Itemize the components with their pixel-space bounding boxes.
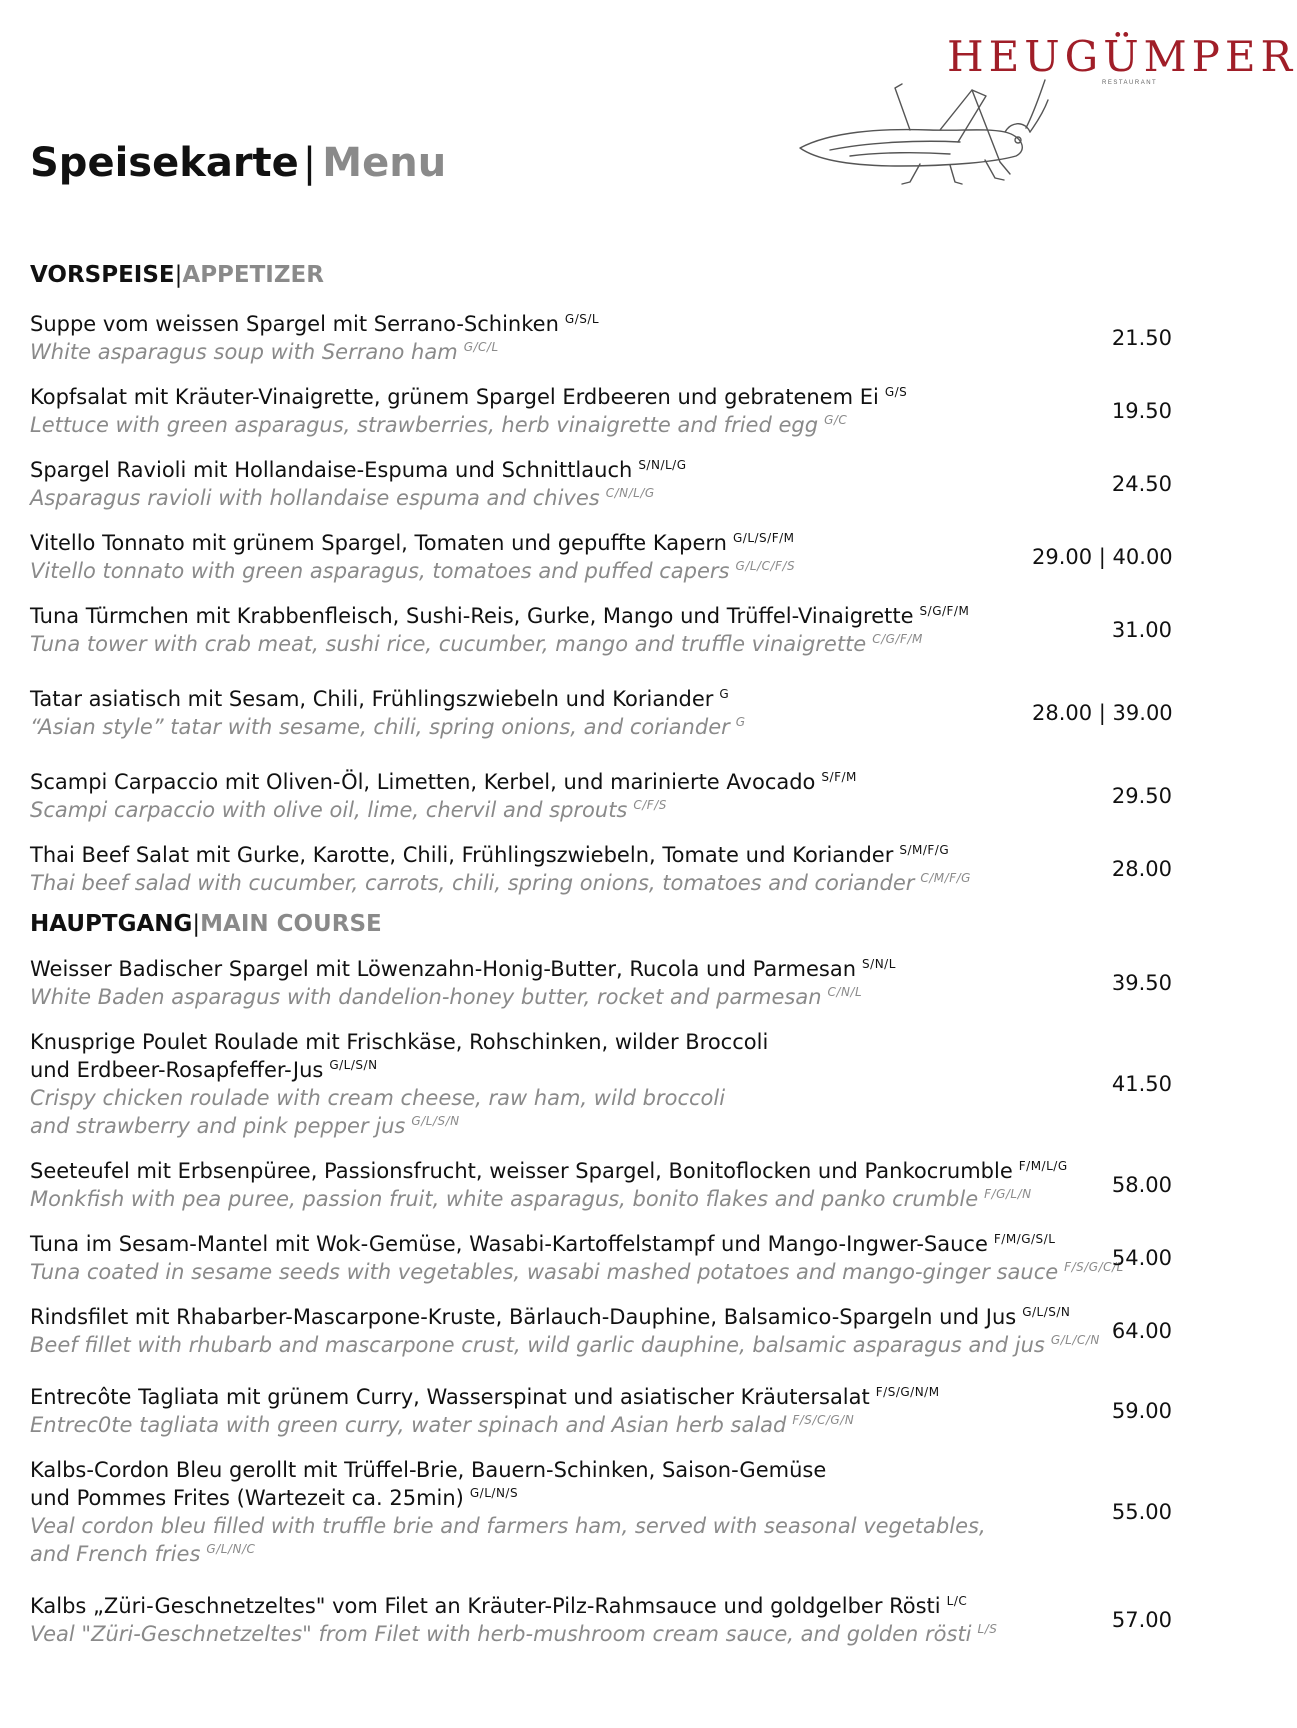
item-name-de: Kalbs-Cordon Bleu gerollt mit Trüffel-Brie, Bauern-Schinken, Saison-Gemüse: [30, 1458, 827, 1482]
menu-item: [30, 685, 1172, 741]
allergen-tags: G/L/S/N: [411, 1114, 460, 1128]
allergen-tags: L/C: [946, 1594, 968, 1608]
allergen-tags: G/S/L: [564, 312, 600, 326]
item-name-en: “Asian style” tatar with sesame, chili, spring onions, and coriander $^G$: [30, 715, 746, 739]
item-name-de: Kalbs „Züri-Geschnetzeltes" vom Filet an Kräuter-Pilz-Rahmsauce und goldgelber Rösti $^{L/C}$: [30, 1594, 968, 1618]
item-name-de: Tuna Türmchen mit Krabbenfleisch, Sushi-Reis, Gurke, Mango und Trüffel-Vinaigrette $^{S/G/F/M}$: [30, 604, 970, 628]
menu-item: [30, 310, 1172, 366]
menu-item: [30, 456, 1172, 512]
item-name-de: Kopfsalat mit Kräuter-Vinaigrette, grünem Spargel Erdbeeren und gebratenem Ei $^{G/S}$: [30, 385, 908, 409]
item-name-en: Monkfish with pea puree, passion fruit, white asparagus, bonito flakes and panko crumble $^{F/G/L/N}$: [30, 1187, 1032, 1211]
menu-item: [30, 1383, 1172, 1439]
item-name-de: Spargel Ravioli mit Hollandaise-Espuma und Schnittlauch $^{S/N/L/G}$: [30, 458, 687, 482]
menu-item: [30, 768, 1172, 824]
menu-item: [30, 1303, 1172, 1359]
item-name-en: Vitello tonnato with green asparagus, tomatoes and puffed capers $^{G/L/C/F/S}$: [30, 559, 796, 583]
allergen-tags: G/L/N/S: [469, 1486, 519, 1500]
item-price: 39.50: [1111, 971, 1172, 995]
item-name-en: Tuna tower with crab meat, sushi rice, cucumber, mango and truffle vinaigrette $^{C/G/F/M}$: [30, 632, 923, 656]
item-name-de-continued: und Pommes Frites (Wartezeit ca. 25min) $^{G/L/N/S}$: [30, 1486, 519, 1510]
item-price: 55.00: [1111, 1500, 1172, 1524]
allergen-tags: S/G/F/M: [919, 604, 970, 618]
item-price: 19.50: [1111, 399, 1172, 423]
item-price: 24.50: [1111, 472, 1172, 496]
logo-subtitle: RESTAURANT: [1102, 80, 1158, 86]
item-price: 59.00: [1111, 1399, 1172, 1423]
allergen-tags: G/L/S/N: [329, 1058, 378, 1072]
item-price: 58.00: [1111, 1173, 1172, 1197]
allergen-tags: G: [735, 715, 746, 729]
item-name-en: Scampi carpaccio with olive oil, lime, chervil and sprouts $^{C/F/S}$: [30, 798, 667, 822]
allergen-tags: G/L/C/N: [1050, 1333, 1100, 1347]
item-name-de: Thai Beef Salat mit Gurke, Karotte, Chili, Frühlingszwiebeln, Tomate und Koriander $^{S/M/F/G}$: [30, 843, 950, 867]
item-name-en-continued: and French fries $^{G/L/N/C}$: [30, 1542, 256, 1566]
item-price: 29.50: [1111, 784, 1172, 808]
logo-wordmark: HEUGÜMPER: [947, 32, 1297, 81]
item-name-en: Beef fillet with rhubarb and mascarpone crust, wild garlic dauphine, balsamic asparagus and jus $^{G/L/C/N}$: [30, 1333, 1100, 1357]
menu-list: [30, 258, 1172, 1648]
item-name-en: Veal cordon bleu filled with truffle brie and farmers ham, served with seasonal vegetables,: [30, 1514, 986, 1538]
page-title-de: Speisekarte: [30, 140, 299, 186]
item-name-en: Entrec0te tagliata with green curry, water spinach and Asian herb salad $^{F/S/C/G/N}$: [30, 1413, 855, 1437]
item-name-en: Crispy chicken roulade with cream cheese, raw ham, wild broccoli: [30, 1086, 726, 1110]
item-price: 28.00: [1111, 857, 1172, 881]
item-price: 54.00: [1111, 1246, 1172, 1270]
section-title-separator: |: [192, 911, 201, 937]
section-title-en: APPETIZER: [182, 262, 324, 288]
allergen-tags: F/S/G/N/M: [875, 1385, 940, 1399]
page-title-en: Menu: [322, 140, 447, 186]
allergen-tags: S/M/F/G: [899, 843, 950, 857]
menu-item: [30, 1456, 1172, 1568]
allergen-tags: C/F/S: [633, 798, 667, 812]
allergen-tags: C/N/L: [827, 985, 863, 999]
section-title-de: VORSPEISE: [30, 262, 175, 288]
allergen-tags: S/F/M: [821, 770, 857, 784]
item-name-de-continued: und Erdbeer-Rosapfeffer-Jus $^{G/L/S/N}$: [30, 1058, 378, 1082]
allergen-tags: G: [719, 687, 730, 701]
item-name-en: Tuna coated in sesame seeds with vegetables, wasabi mashed potatoes and mango-ginger sauce $^{F/S/G/C/L}$: [30, 1260, 1124, 1284]
item-name-de: Seeteufel mit Erbsenpüree, Passionsfrucht, weisser Spargel, Bonitoflocken und Pankocrumble $^{F/M/L/G}$: [30, 1159, 1068, 1183]
section-title-de: HAUPTGANG: [30, 911, 193, 937]
restaurant-logo: [790, 30, 1297, 190]
menu-item: [30, 1230, 1172, 1286]
section-title-en: MAIN COURSE: [200, 911, 382, 937]
page-title: [30, 140, 446, 186]
item-name-de: Knusprige Poulet Roulade mit Frischkäse, Rohschinken, wilder Broccoli: [30, 1030, 769, 1054]
item-name-de: Scampi Carpaccio mit Oliven-Öl, Limetten, Kerbel, und marinierte Avocado $^{S/F/M}$: [30, 770, 857, 794]
item-price: 28.00 | 39.00: [1032, 701, 1173, 725]
allergen-tags: G/L/N/C: [206, 1542, 256, 1556]
allergen-tags: G/L/S/F/M: [732, 531, 795, 545]
page-title-separator: |: [302, 140, 317, 186]
item-name-en-continued: and strawberry and pink pepper jus $^{G/L/S/N}$: [30, 1114, 460, 1138]
item-name-de: Tuna im Sesam-Mantel mit Wok-Gemüse, Wasabi-Kartoffelstampf und Mango-Ingwer-Sauce $^{F/M/G/S/L}$: [30, 1232, 1056, 1256]
menu-item: [30, 1592, 1172, 1648]
allergen-tags: F/M/L/G: [1018, 1159, 1068, 1173]
item-name-de: Rindsfilet mit Rhabarber-Mascarpone-Kruste, Bärlauch-Dauphine, Balsamico-Spargeln und Jus $^{G/L/S/N}$: [30, 1305, 1071, 1329]
allergen-tags: F/S/C/G/N: [792, 1413, 855, 1427]
item-name-de: Tatar asiatisch mit Sesam, Chili, Frühlingszwiebeln und Koriander $^G$: [30, 687, 730, 711]
section-title-appetizer: [30, 258, 1172, 292]
menu-item: [30, 955, 1172, 1011]
menu-item: [30, 383, 1172, 439]
allergen-tags: F/S/G/C/L: [1064, 1260, 1124, 1274]
item-name-en: Veal "Züri-Geschnetzeltes" from Filet with herb-mushroom cream sauce, and golden rösti $^{L/S}$: [30, 1622, 998, 1646]
item-name-en: Thai beef salad with cucumber, carrots, chili, spring onions, tomatoes and coriander $^{C/M/F/G}$: [30, 871, 971, 895]
allergen-tags: F/M/G/S/L: [993, 1232, 1056, 1246]
allergen-tags: C/G/F/M: [872, 632, 923, 646]
allergen-tags: G/L/S/N: [1022, 1305, 1071, 1319]
allergen-tags: G/S: [884, 385, 908, 399]
allergen-tags: G/C: [824, 413, 848, 427]
item-name-en: White asparagus soup with Serrano ham $^{G/C/L}$: [30, 340, 499, 364]
item-name-en: Asparagus ravioli with hollandaise espuma and chives $^{C/N/L/G}$: [30, 486, 655, 510]
menu-item: [30, 841, 1172, 897]
item-price: 21.50: [1111, 326, 1172, 350]
item-price: 31.00: [1111, 618, 1172, 642]
item-name-de: Vitello Tonnato mit grünem Spargel, Tomaten und gepuffte Kapern $^{G/L/S/F/M}$: [30, 531, 795, 555]
menu-item: [30, 1028, 1172, 1140]
item-name-en: White Baden asparagus with dandelion-honey butter, rocket and parmesan $^{C/N/L}$: [30, 985, 863, 1009]
item-price: 29.00 | 40.00: [1032, 545, 1173, 569]
menu-item: [30, 529, 1172, 585]
allergen-tags: F/G/L/N: [984, 1187, 1032, 1201]
item-name-de: Weisser Badischer Spargel mit Löwenzahn-Honig-Butter, Rucola und Parmesan $^{S/N/L}$: [30, 957, 896, 981]
allergen-tags: S/N/L/G: [638, 458, 687, 472]
allergen-tags: G/L/C/F/S: [735, 559, 796, 573]
item-name-de: Suppe vom weissen Spargel mit Serrano-Schinken $^{G/S/L}$: [30, 312, 600, 336]
section-title-separator: |: [174, 262, 183, 288]
section-title-main-course: [30, 907, 1172, 941]
allergen-tags: G/C/L: [463, 340, 499, 354]
allergen-tags: C/M/F/G: [920, 871, 971, 885]
menu-item: [30, 602, 1172, 658]
menu-item: [30, 1157, 1172, 1213]
allergen-tags: C/N/L/G: [605, 486, 655, 500]
allergen-tags: S/N/L: [862, 957, 896, 971]
item-price: 41.50: [1111, 1072, 1172, 1096]
item-price: 57.00: [1111, 1608, 1172, 1632]
item-name-de: Entrecôte Tagliata mit grünem Curry, Wasserspinat und asiatischer Kräutersalat $^{F/S/G/N/M}$: [30, 1385, 940, 1409]
item-price: 64.00: [1111, 1319, 1172, 1343]
item-name-en: Lettuce with green asparagus, strawberries, herb vinaigrette and fried egg $^{G/C}$: [30, 413, 848, 437]
allergen-tags: L/S: [977, 1622, 998, 1636]
grasshopper-icon: [790, 70, 1050, 190]
